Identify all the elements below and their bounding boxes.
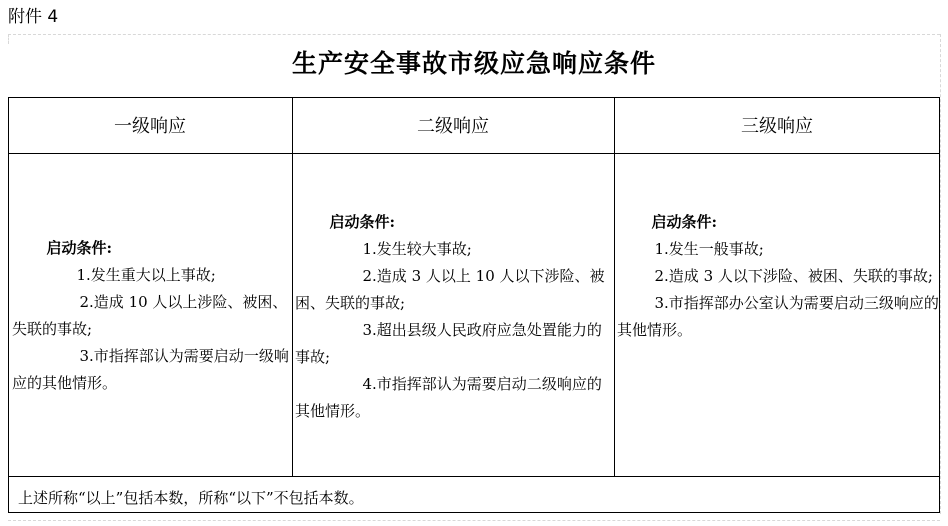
condition-item: 4.市指挥部认为需要启动二级响应的其他情形。 — [295, 375, 602, 420]
condition-item: 1.发生较大事故; — [362, 240, 472, 258]
header-level-1: 一级响应 — [114, 116, 186, 137]
sheet-guide-bottom — [8, 520, 940, 521]
attachment-label: 附件 4 — [8, 7, 59, 27]
level-2-conditions — [295, 209, 612, 425]
condition-item: 3.市指挥部办公室认为需要启动三级响应的其他情形。 — [617, 294, 939, 339]
condition-item: 2.造成 3 人以下涉险、被困、失联的事故; — [654, 267, 933, 285]
condition-item: 1.发生重大以上事故; — [76, 266, 216, 284]
footnote: 上述所称“以上”包括本数，所称“以下”不包括本数。 — [18, 489, 364, 507]
level-1-conditions — [12, 235, 290, 397]
conditions-label: 启动条件: — [46, 239, 113, 257]
condition-item: 2.造成 3 人以上 10 人以下涉险、被困、失联的事故; — [295, 267, 605, 312]
conditions-label: 启动条件: — [329, 213, 396, 231]
footnote-row-divider — [8, 476, 940, 477]
condition-item: 3.超出县级人民政府应急处置能力的事故; — [295, 321, 602, 366]
sheet-guide-left — [8, 34, 9, 44]
condition-item: 2.造成 10 人以上涉险、被困、失联的事故; — [12, 293, 288, 338]
condition-item: 1.发生一般事故; — [654, 240, 764, 258]
column-divider-1 — [292, 97, 293, 476]
condition-item: 3.市指挥部认为需要启动一级响应的其他情形。 — [12, 347, 289, 392]
column-divider-2 — [614, 97, 615, 476]
conditions-label: 启动条件: — [651, 213, 718, 231]
header-row-divider — [8, 153, 940, 154]
header-level-3: 三级响应 — [741, 116, 813, 137]
sheet-guide-top — [8, 34, 940, 35]
sheet-guide-right — [940, 34, 941, 514]
header-level-2: 二级响应 — [417, 116, 489, 137]
document-title: 生产安全事故市级应急响应条件 — [291, 49, 656, 78]
level-3-conditions — [617, 209, 939, 344]
